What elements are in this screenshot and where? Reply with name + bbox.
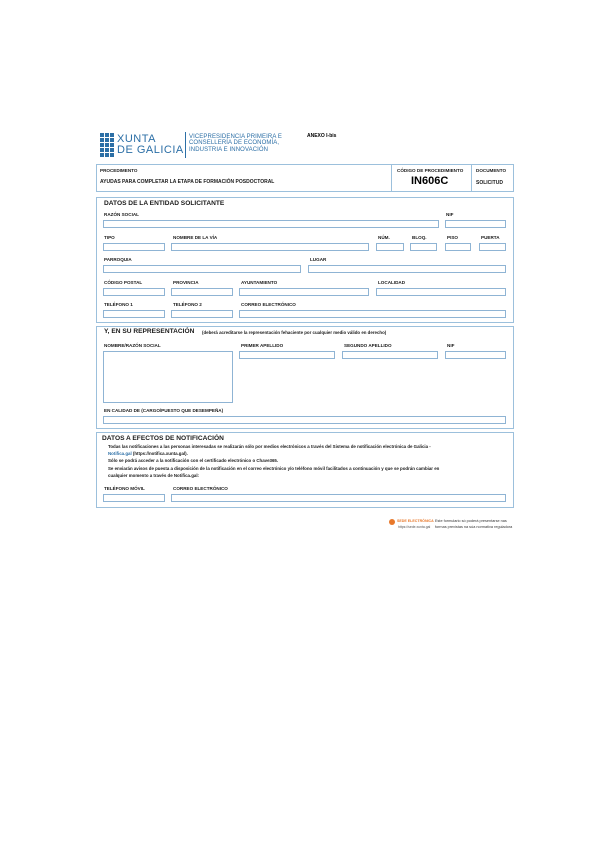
representation-title: Y, EN SU REPRESENTACIÓN [104,328,195,335]
procedure-divider [391,164,392,192]
notification-line5: cualquier momento a través de Notifica.gal: [108,473,200,478]
nif-input[interactable] [445,220,506,228]
procedure-value: AYUDAS PARA COMPLETAR LA ETAPA DE FORMACIÓN POSDOCTORAL [100,179,275,185]
parroquia-label: PARROQUIA [104,257,132,262]
rep-nif-input[interactable] [445,351,506,359]
applicant-title: DATOS DE LA ENTIDAD SOLICITANTE [104,200,225,207]
notifica-url: (https://notifica.xunta.gal). [132,451,188,456]
lugar-input[interactable] [308,265,506,273]
logo-line2: DE GALICIA [117,144,184,156]
provincia-input[interactable] [171,288,233,296]
segundo-apellido-input[interactable] [342,351,438,359]
procedure-label: PROCEDIMENTO [100,168,138,173]
logo-line1: XUNTA [117,133,156,145]
nombre-via-label: NOMBRE DE LA VÍA [173,235,218,240]
piso-input[interactable] [445,243,471,251]
calidad-label: EN CALIDAD DE (CARGO/PUESTO QUE DESEMPEÑA) [104,408,224,413]
notif-correo-label: CORREO ELECTRÓNICO [173,486,228,491]
piso-label: PISO [447,235,458,240]
telefono1-input[interactable] [103,310,165,318]
sede-brand: SEDE ELECTRÓNICA [397,519,434,523]
document-value: SOLICITUD [476,180,503,186]
xunta-logo [100,133,114,157]
notification-line3: Sólo se podrá acceder a la notificación con el certificado electrónico o Chave365. [108,458,279,463]
notification-line1: Todas las notificaciones a las personas interesadas se realizarán sólo por medios electrónicos a través del Sistema de notificación electrónica de Galicia - [108,444,431,449]
primer-apellido-label: PRIMER APELLIDO [241,343,284,348]
notifica-link[interactable]: Notifica.gal [108,451,132,456]
logo-separator [185,132,186,158]
nif-label: NIF [446,212,454,217]
procedure-code-value: IN606C [411,175,449,187]
primer-apellido-input[interactable] [239,351,335,359]
calidad-input[interactable] [103,416,506,424]
tipo-input[interactable] [103,243,165,251]
notification-line2 [108,451,188,456]
localidad-label: LOCALIDAD [378,280,406,285]
puerta-input[interactable] [479,243,506,251]
num-input[interactable] [376,243,404,251]
procedure-code-label: CÓDIGO DE PROCEDIMIENTO [397,168,464,173]
sede-icon [389,519,395,525]
bloq-label: BLOQ. [412,235,427,240]
razon-social-label: RAZÓN SOCIAL [104,212,139,217]
telefono2-input[interactable] [171,310,233,318]
telefono-movil-label: TELÉFONO MÓVIL [104,486,145,491]
rep-nombre-label: NOMBRE/RAZÓN SOCIAL [104,343,161,348]
department-name [189,134,282,153]
bloq-input[interactable] [410,243,437,251]
razon-social-input[interactable] [103,220,439,228]
footer-line2: formas previstas na súa normativa reguladora [435,525,513,529]
sede-url[interactable]: https://sede.xunta.gal [398,525,431,529]
telefono2-label: TELÉFONO 2 [173,302,202,307]
dept-line: INDUSTRIA E INNOVACIÓN [189,146,269,153]
document-divider [471,164,472,192]
logo-text [117,134,184,156]
num-label: NÚM. [378,235,390,240]
rep-nombre-input[interactable] [103,351,233,403]
nombre-via-input[interactable] [171,243,369,251]
footer-line1: Este formulario só poderá presentarse nas [435,519,507,523]
provincia-label: PROVINCIA [173,280,199,285]
notification-line4: Se enviarán avisos de puesta a disposición de la notificación en el correo electrónico y/o teléfono móvil facilitados a continuación y que se podrán cambiar en [108,466,440,471]
rep-nif-label: NIF [447,343,455,348]
lugar-label: LUGAR [310,257,327,262]
telefono1-label: TELÉFONO 1 [104,302,133,307]
xunta-emblem-icon [100,133,114,157]
annex-label: ANEXO I-bis [307,133,337,139]
codigo-postal-label: CÓDIGO POSTAL [104,280,143,285]
codigo-postal-input[interactable] [103,288,165,296]
ayuntamiento-input[interactable] [239,288,369,296]
representation-subtitle: (deberá acreditarse la representación fehaciente por cualquier medio válido en derecho) [202,330,387,335]
tipo-label: TIPO [104,235,115,240]
ayuntamiento-label: AYUNTAMIENTO [241,280,278,285]
localidad-input[interactable] [376,288,506,296]
dept-line: VICEPRESIDENCIA PRIMEIRA E [189,134,282,140]
telefono-movil-input[interactable] [103,494,165,502]
dept-line: CONSELLERÍA DE ECONOMÍA, [189,140,280,147]
document-label: DOCUMENTO [476,168,507,173]
segundo-apellido-label: SEGUNDO APELLIDO [344,343,392,348]
correo-input[interactable] [239,310,506,318]
puerta-label: PUERTA [481,235,500,240]
notification-title: DATOS A EFECTOS DE NOTIFICACIÓN [102,435,224,442]
notif-correo-input[interactable] [171,494,506,502]
correo-label: CORREO ELECTRÓNICO [241,302,296,307]
parroquia-input[interactable] [103,265,301,273]
